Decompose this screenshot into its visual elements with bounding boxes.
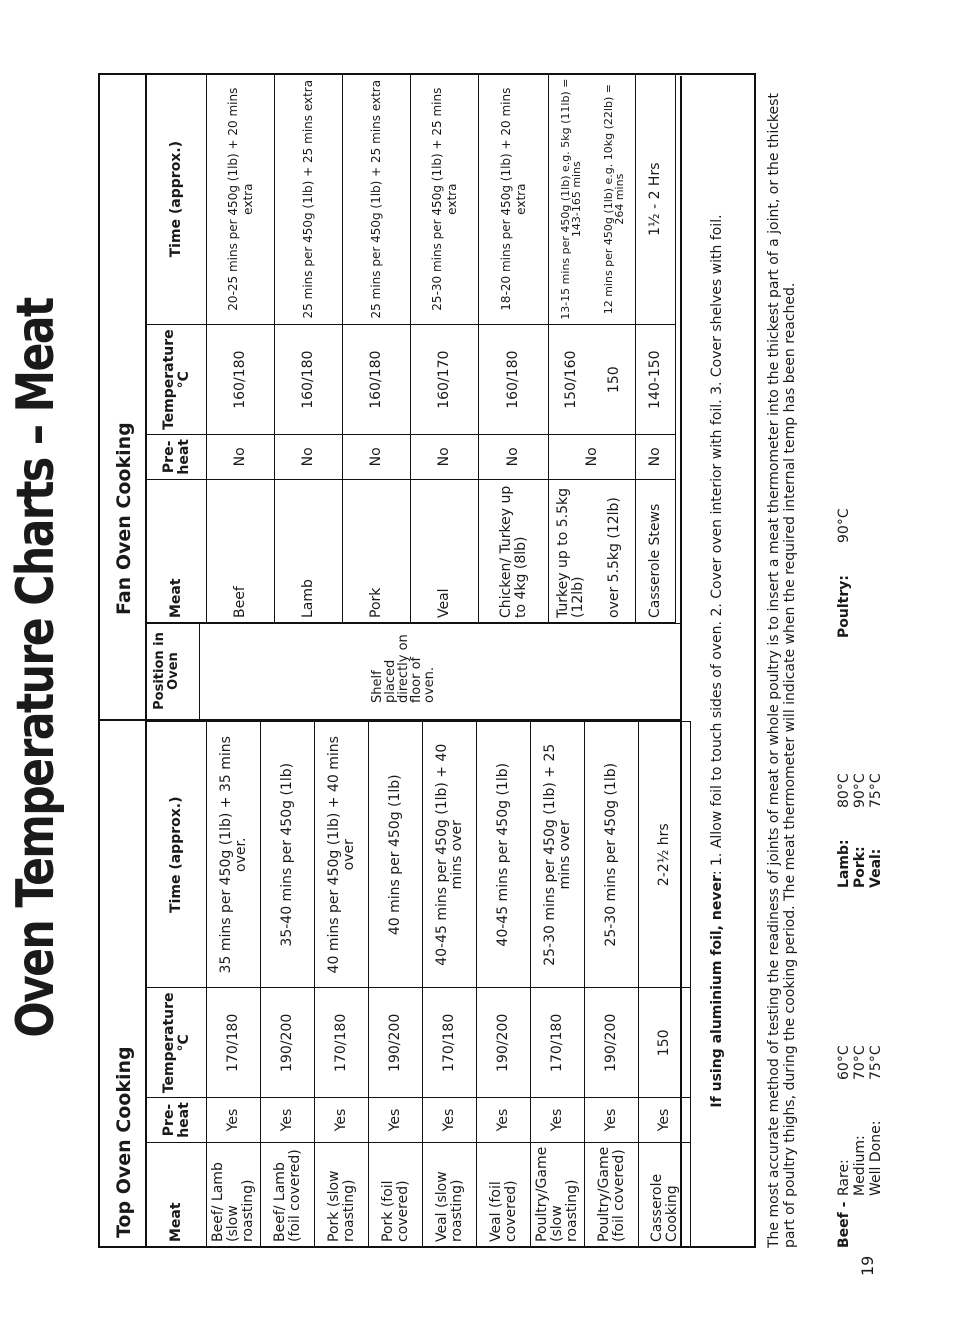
temp-cell: 170/180	[423, 988, 477, 1098]
meat-cell: Lamb	[275, 479, 343, 622]
temp-cell: 190/200	[477, 988, 531, 1098]
column-header: Pre-heat	[146, 435, 207, 480]
time-cell: 35 mins per 450g (1lb) + 35 mins over.	[207, 722, 261, 989]
temp-cell: 170/180	[531, 988, 585, 1098]
table-row	[411, 74, 479, 623]
meat-cell: Pork (slow roasting)	[315, 1142, 369, 1246]
temp-name: Well Done:	[868, 1120, 884, 1196]
table-row	[477, 722, 531, 1247]
temp-cell: 170/180	[207, 988, 261, 1098]
page-number: 19	[858, 1255, 877, 1276]
table-row	[261, 722, 315, 1247]
preheat-cell: No	[343, 435, 411, 480]
temp-cell: 160/180	[479, 325, 549, 435]
time-cell: 40 mins per 450g (1lb)	[369, 722, 423, 989]
meat-cell: Turkey up to 5.5kg (12lb)	[549, 479, 594, 622]
meat-cell: Poultry/Game (foil covered)	[585, 1142, 639, 1246]
time-cell: 25-30 mins per 450g (1lb) + 25 mins over	[531, 722, 585, 989]
temp-name: Pork:	[852, 846, 868, 888]
position-header: Position in Oven	[145, 623, 200, 719]
time-cell: 40-45 mins per 450g (1lb)	[477, 722, 531, 989]
time-cell: 40 mins per 450g (1lb) + 40 mins over	[315, 722, 369, 989]
preheat-cell: Yes	[315, 1098, 369, 1143]
beef-names	[836, 1121, 884, 1196]
fan-oven-heading: Fan Oven Cooking	[113, 422, 135, 615]
temp-value: 60°C	[836, 1045, 852, 1080]
position-text: Shelf placed directly on floor of oven.	[370, 634, 437, 703]
table-row	[207, 722, 261, 1247]
time-cell: 25 mins per 450g (1lb) + 25 mins extra	[343, 74, 411, 325]
other-names	[836, 839, 884, 888]
preheat-cell: Yes	[369, 1098, 423, 1143]
temp-cell: 150	[639, 988, 691, 1098]
temp-name: Lamb:	[836, 839, 852, 888]
top-oven-heading: Top Oven Cooking	[113, 1046, 135, 1238]
time-cell: 40-45 mins per 450g (1lb) + 40 mins over	[423, 722, 477, 989]
temp-cell: 160/180	[207, 325, 275, 435]
table-header-row	[146, 74, 207, 623]
time-cell: 20-25 mins per 450g (1lb) + 20 mins extra	[207, 74, 275, 325]
meat-cell: Casserole Cooking	[639, 1142, 691, 1246]
temp-value: 90°C	[852, 773, 868, 808]
foil-warning	[680, 76, 758, 1246]
column-header: Meat	[146, 1142, 207, 1246]
meat-cell: Beef/ Lamb (slow roasting)	[207, 1142, 261, 1246]
meat-cell: Veal	[411, 479, 479, 622]
meat-cell: Chicken/ Turkey up to 4kg (8lb)	[479, 479, 549, 622]
meat-cell: Poultry/Game (slow roasting)	[531, 1142, 585, 1246]
table-header-row	[146, 722, 207, 1247]
method-paragraph: The most accurate method of testing the readiness of joints of meat or whole poultry is to insert a meat thermometer into the thickest part of a joint, or the thickest part of poultry thighs, during the cooking period. The meat thermometer will indicate when the required internal temp has been reached.	[766, 93, 798, 1248]
temp-cell: 160/180	[343, 325, 411, 435]
table-row	[423, 722, 477, 1247]
table-row	[636, 74, 676, 623]
preheat-cell: Yes	[261, 1098, 315, 1143]
preheat-cell: Yes	[207, 1098, 261, 1143]
meat-cell: Veal (foil covered)	[477, 1142, 531, 1246]
temp-cell: 170/180	[315, 988, 369, 1098]
temp-cell: 160/170	[411, 325, 479, 435]
time-cell: 25 mins per 450g (1lb) + 25 mins extra	[275, 74, 343, 325]
preheat-cell: No	[207, 435, 275, 480]
temp-cell: 160/180	[275, 325, 343, 435]
preheat-cell: Yes	[639, 1098, 691, 1143]
page-title: Oven Temperature Charts – Meat	[6, 298, 66, 1038]
column-header: Time (approx.)	[146, 74, 207, 325]
other-values	[836, 773, 884, 808]
meat-cell: Beef	[207, 479, 275, 622]
preheat-cell: Yes	[531, 1098, 585, 1143]
table-row	[594, 74, 636, 623]
time-cell: 25-30 mins per 450g (1lb) + 25 mins extra	[411, 74, 479, 325]
table-row	[343, 74, 411, 623]
preheat-cell: Yes	[585, 1098, 639, 1143]
table-row	[479, 74, 549, 623]
temp-cell: 140-150	[636, 325, 676, 435]
temp-name: Poultry:	[836, 575, 852, 638]
poultry-value	[836, 508, 852, 543]
temp-cell: 190/200	[585, 988, 639, 1098]
temp-cell: 190/200	[369, 988, 423, 1098]
charts-box	[98, 73, 756, 1248]
temp-cell: 150	[594, 325, 636, 435]
time-cell: 1½ - 2 Hrs	[636, 74, 676, 325]
top-oven-panel	[100, 719, 680, 1246]
beef-label	[836, 1202, 852, 1248]
time-cell: 25-30 mins per 450g (1lb)	[585, 722, 639, 989]
foil-warning-lead: If using aluminium foil, never	[709, 875, 725, 1108]
temp-value: 75°C	[868, 773, 884, 808]
position-column	[145, 623, 680, 719]
time-cell: 2-2½ hrs	[639, 722, 691, 989]
time-cell: 13-15 mins per 450g (1lb) e.g. 5kg (11lb) = 143-165 mins	[549, 74, 594, 325]
beef-values	[836, 1045, 884, 1080]
internal-temperatures	[836, 248, 906, 1248]
table-row	[549, 74, 594, 623]
temp-cell: 190/200	[261, 988, 315, 1098]
meat-cell: Pork	[343, 479, 411, 622]
table-row	[369, 722, 423, 1247]
preheat-cell: No	[636, 435, 676, 480]
meat-cell: over 5.5kg (12lb)	[594, 479, 636, 622]
foil-warning-items: : 1. Allow foil to touch sides of oven. 2. Cover oven interior with foil. 3. Cover shelves with foil.	[709, 214, 725, 876]
table-row	[315, 722, 369, 1247]
table-row	[585, 722, 639, 1247]
temp-name: Rare:	[836, 1159, 852, 1196]
column-header: Time (approx.)	[146, 722, 207, 989]
column-header: Temperature °C	[146, 325, 207, 435]
column-header: Pre-heat	[146, 1098, 207, 1143]
preheat-cell: No	[549, 435, 636, 480]
temp-name: Medium:	[852, 1135, 868, 1196]
time-cell: 12 mins per 450g (1lb) e.g. 10kg (22lb) = 264 mins	[594, 74, 636, 325]
preheat-cell: No	[479, 435, 549, 480]
meat-cell: Pork (foil covered)	[369, 1142, 423, 1246]
table-row	[207, 74, 275, 623]
meat-cell: Veal (slow roasting)	[423, 1142, 477, 1246]
temp-value: 70°C	[852, 1045, 868, 1080]
preheat-cell: Yes	[423, 1098, 477, 1143]
temp-value: 75°C	[868, 1045, 884, 1080]
table-row	[531, 722, 585, 1247]
time-cell: 35-40 mins per 450g (1lb)	[261, 722, 315, 989]
beef-label-text: Beef -	[836, 1201, 852, 1248]
column-header: Temperature °C	[146, 988, 207, 1098]
preheat-cell: Yes	[477, 1098, 531, 1143]
meat-cell: Casserole Stews	[636, 479, 676, 622]
meat-cell: Beef/ Lamb (foil covered)	[261, 1142, 315, 1246]
poultry-name	[836, 575, 852, 638]
temp-value: 90°C	[836, 508, 852, 543]
temp-cell: 150/160	[549, 325, 594, 435]
top-oven-table	[145, 721, 691, 1246]
temp-value: 80°C	[836, 773, 852, 808]
table-row	[275, 74, 343, 623]
temp-name: Veal:	[868, 848, 884, 888]
fan-oven-table	[145, 74, 676, 623]
preheat-cell: No	[275, 435, 343, 480]
column-header: Meat	[146, 479, 207, 622]
time-cell: 18-20 mins per 450g (1lb) + 20 mins extra	[479, 74, 549, 325]
preheat-cell: No	[411, 435, 479, 480]
